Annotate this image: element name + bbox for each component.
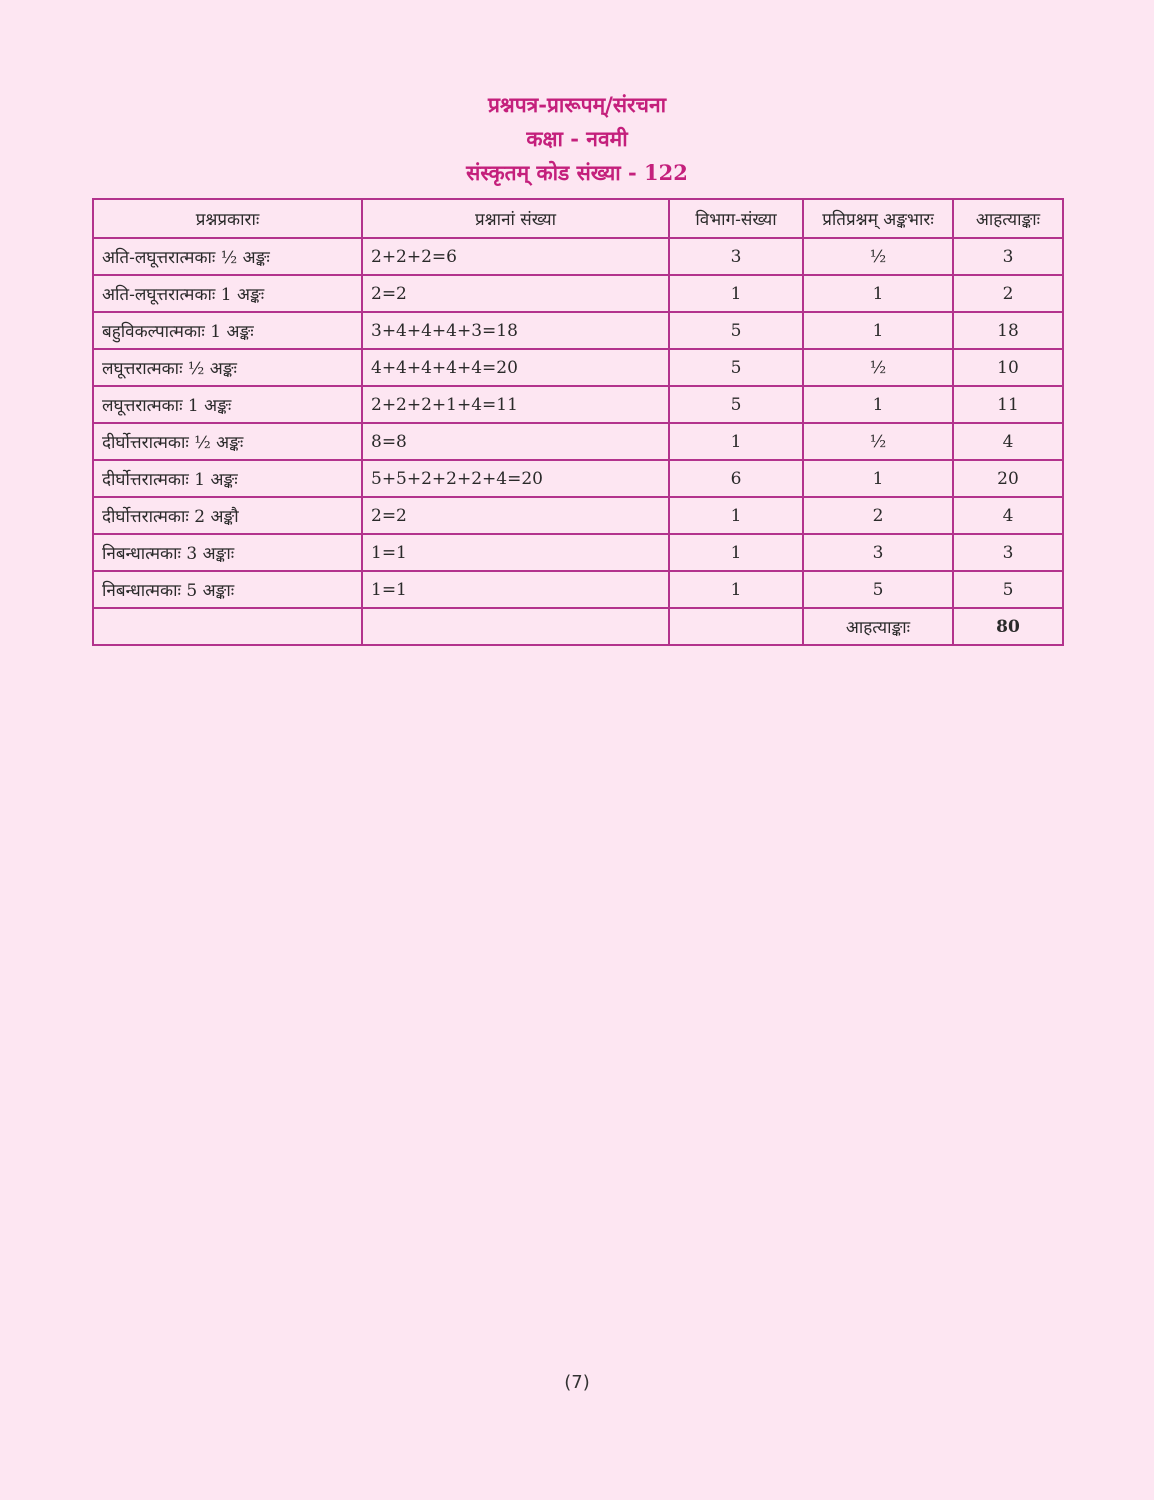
empty-cell (93, 608, 362, 645)
cell-marks-per-question: 3 (803, 534, 953, 571)
cell-question-type: अति-लघूत्तरात्मकाः 1 अङ्कः (93, 275, 362, 312)
cell-question-count: 3+4+4+4+3=18 (362, 312, 669, 349)
table-total-row (93, 608, 1063, 645)
cell-total-marks: 20 (953, 460, 1063, 497)
total-marks-label: आहत्याङ्काः (803, 608, 953, 645)
cell-total-marks: 3 (953, 534, 1063, 571)
cell-section-count: 3 (669, 238, 803, 275)
cell-question-count: 4+4+4+4+4=20 (362, 349, 669, 386)
table-row (93, 423, 1063, 460)
cell-question-type: लघूत्तरात्मकाः 1 अङ्कः (93, 386, 362, 423)
cell-section-count: 1 (669, 534, 803, 571)
cell-total-marks: 18 (953, 312, 1063, 349)
cell-total-marks: 5 (953, 571, 1063, 608)
cell-marks-per-question: ½ (803, 423, 953, 460)
cell-marks-per-question: 5 (803, 571, 953, 608)
cell-question-type: अति-लघूत्तरात्मकाः ½ अङ्कः (93, 238, 362, 275)
table-row (93, 386, 1063, 423)
page-number: (7) (564, 1372, 590, 1393)
table-row (93, 534, 1063, 571)
cell-question-count: 5+5+2+2+2+4=20 (362, 460, 669, 497)
total-marks-value: 80 (953, 608, 1063, 645)
table-row (93, 275, 1063, 312)
cell-section-count: 1 (669, 275, 803, 312)
table-row (93, 571, 1063, 608)
column-header-question-type: प्रश्नप्रकाराः (93, 199, 362, 238)
document-heading (0, 88, 1154, 190)
cell-marks-per-question: 1 (803, 312, 953, 349)
column-header-marks-per-question: प्रतिप्रश्नम् अङ्कभारः (803, 199, 953, 238)
cell-total-marks: 4 (953, 497, 1063, 534)
table-row (93, 497, 1063, 534)
cell-question-count: 1=1 (362, 534, 669, 571)
cell-section-count: 5 (669, 312, 803, 349)
cell-marks-per-question: 2 (803, 497, 953, 534)
table-row (93, 238, 1063, 275)
cell-total-marks: 11 (953, 386, 1063, 423)
document-title: प्रश्नपत्र-प्रारूपम्/संरचना (487, 92, 667, 117)
cell-section-count: 5 (669, 349, 803, 386)
cell-question-count: 1=1 (362, 571, 669, 608)
cell-question-count: 8=8 (362, 423, 669, 460)
cell-total-marks: 2 (953, 275, 1063, 312)
subject-code-line: संस्कृतम् कोड संख्या - 122 (466, 160, 688, 185)
column-header-total-marks: आहत्याङ्काः (953, 199, 1063, 238)
cell-marks-per-question: ½ (803, 238, 953, 275)
cell-question-type: निबन्धात्मकाः 3 अङ्काः (93, 534, 362, 571)
cell-total-marks: 4 (953, 423, 1063, 460)
cell-question-count: 2+2+2+1+4=11 (362, 386, 669, 423)
column-header-question-count: प्रश्नानां संख्या (362, 199, 669, 238)
empty-cell (669, 608, 803, 645)
cell-question-type: दीर्घोत्तरात्मकाः 1 अङ्कः (93, 460, 362, 497)
cell-section-count: 1 (669, 423, 803, 460)
empty-cell (362, 608, 669, 645)
cell-section-count: 1 (669, 571, 803, 608)
cell-marks-per-question: ½ (803, 349, 953, 386)
table-header-row (93, 199, 1063, 238)
cell-marks-per-question: 1 (803, 275, 953, 312)
cell-section-count: 1 (669, 497, 803, 534)
table-row (93, 312, 1063, 349)
cell-question-type: दीर्घोत्तरात्मकाः ½ अङ्कः (93, 423, 362, 460)
cell-question-type: बहुविकल्पात्मकाः 1 अङ्कः (93, 312, 362, 349)
table-row (93, 460, 1063, 497)
cell-question-count: 2=2 (362, 275, 669, 312)
cell-question-count: 2=2 (362, 497, 669, 534)
table-row (93, 349, 1063, 386)
cell-section-count: 5 (669, 386, 803, 423)
question-paper-blueprint-table (92, 198, 1064, 646)
cell-marks-per-question: 1 (803, 386, 953, 423)
class-line: कक्षा - नवमी (526, 126, 628, 151)
cell-total-marks: 3 (953, 238, 1063, 275)
column-header-section-count: विभाग-संख्या (669, 199, 803, 238)
cell-total-marks: 10 (953, 349, 1063, 386)
cell-question-type: निबन्धात्मकाः 5 अङ्काः (93, 571, 362, 608)
cell-section-count: 6 (669, 460, 803, 497)
cell-marks-per-question: 1 (803, 460, 953, 497)
cell-question-type: दीर्घोत्तरात्मकाः 2 अङ्कौ (93, 497, 362, 534)
cell-question-type: लघूत्तरात्मकाः ½ अङ्कः (93, 349, 362, 386)
cell-question-count: 2+2+2=6 (362, 238, 669, 275)
